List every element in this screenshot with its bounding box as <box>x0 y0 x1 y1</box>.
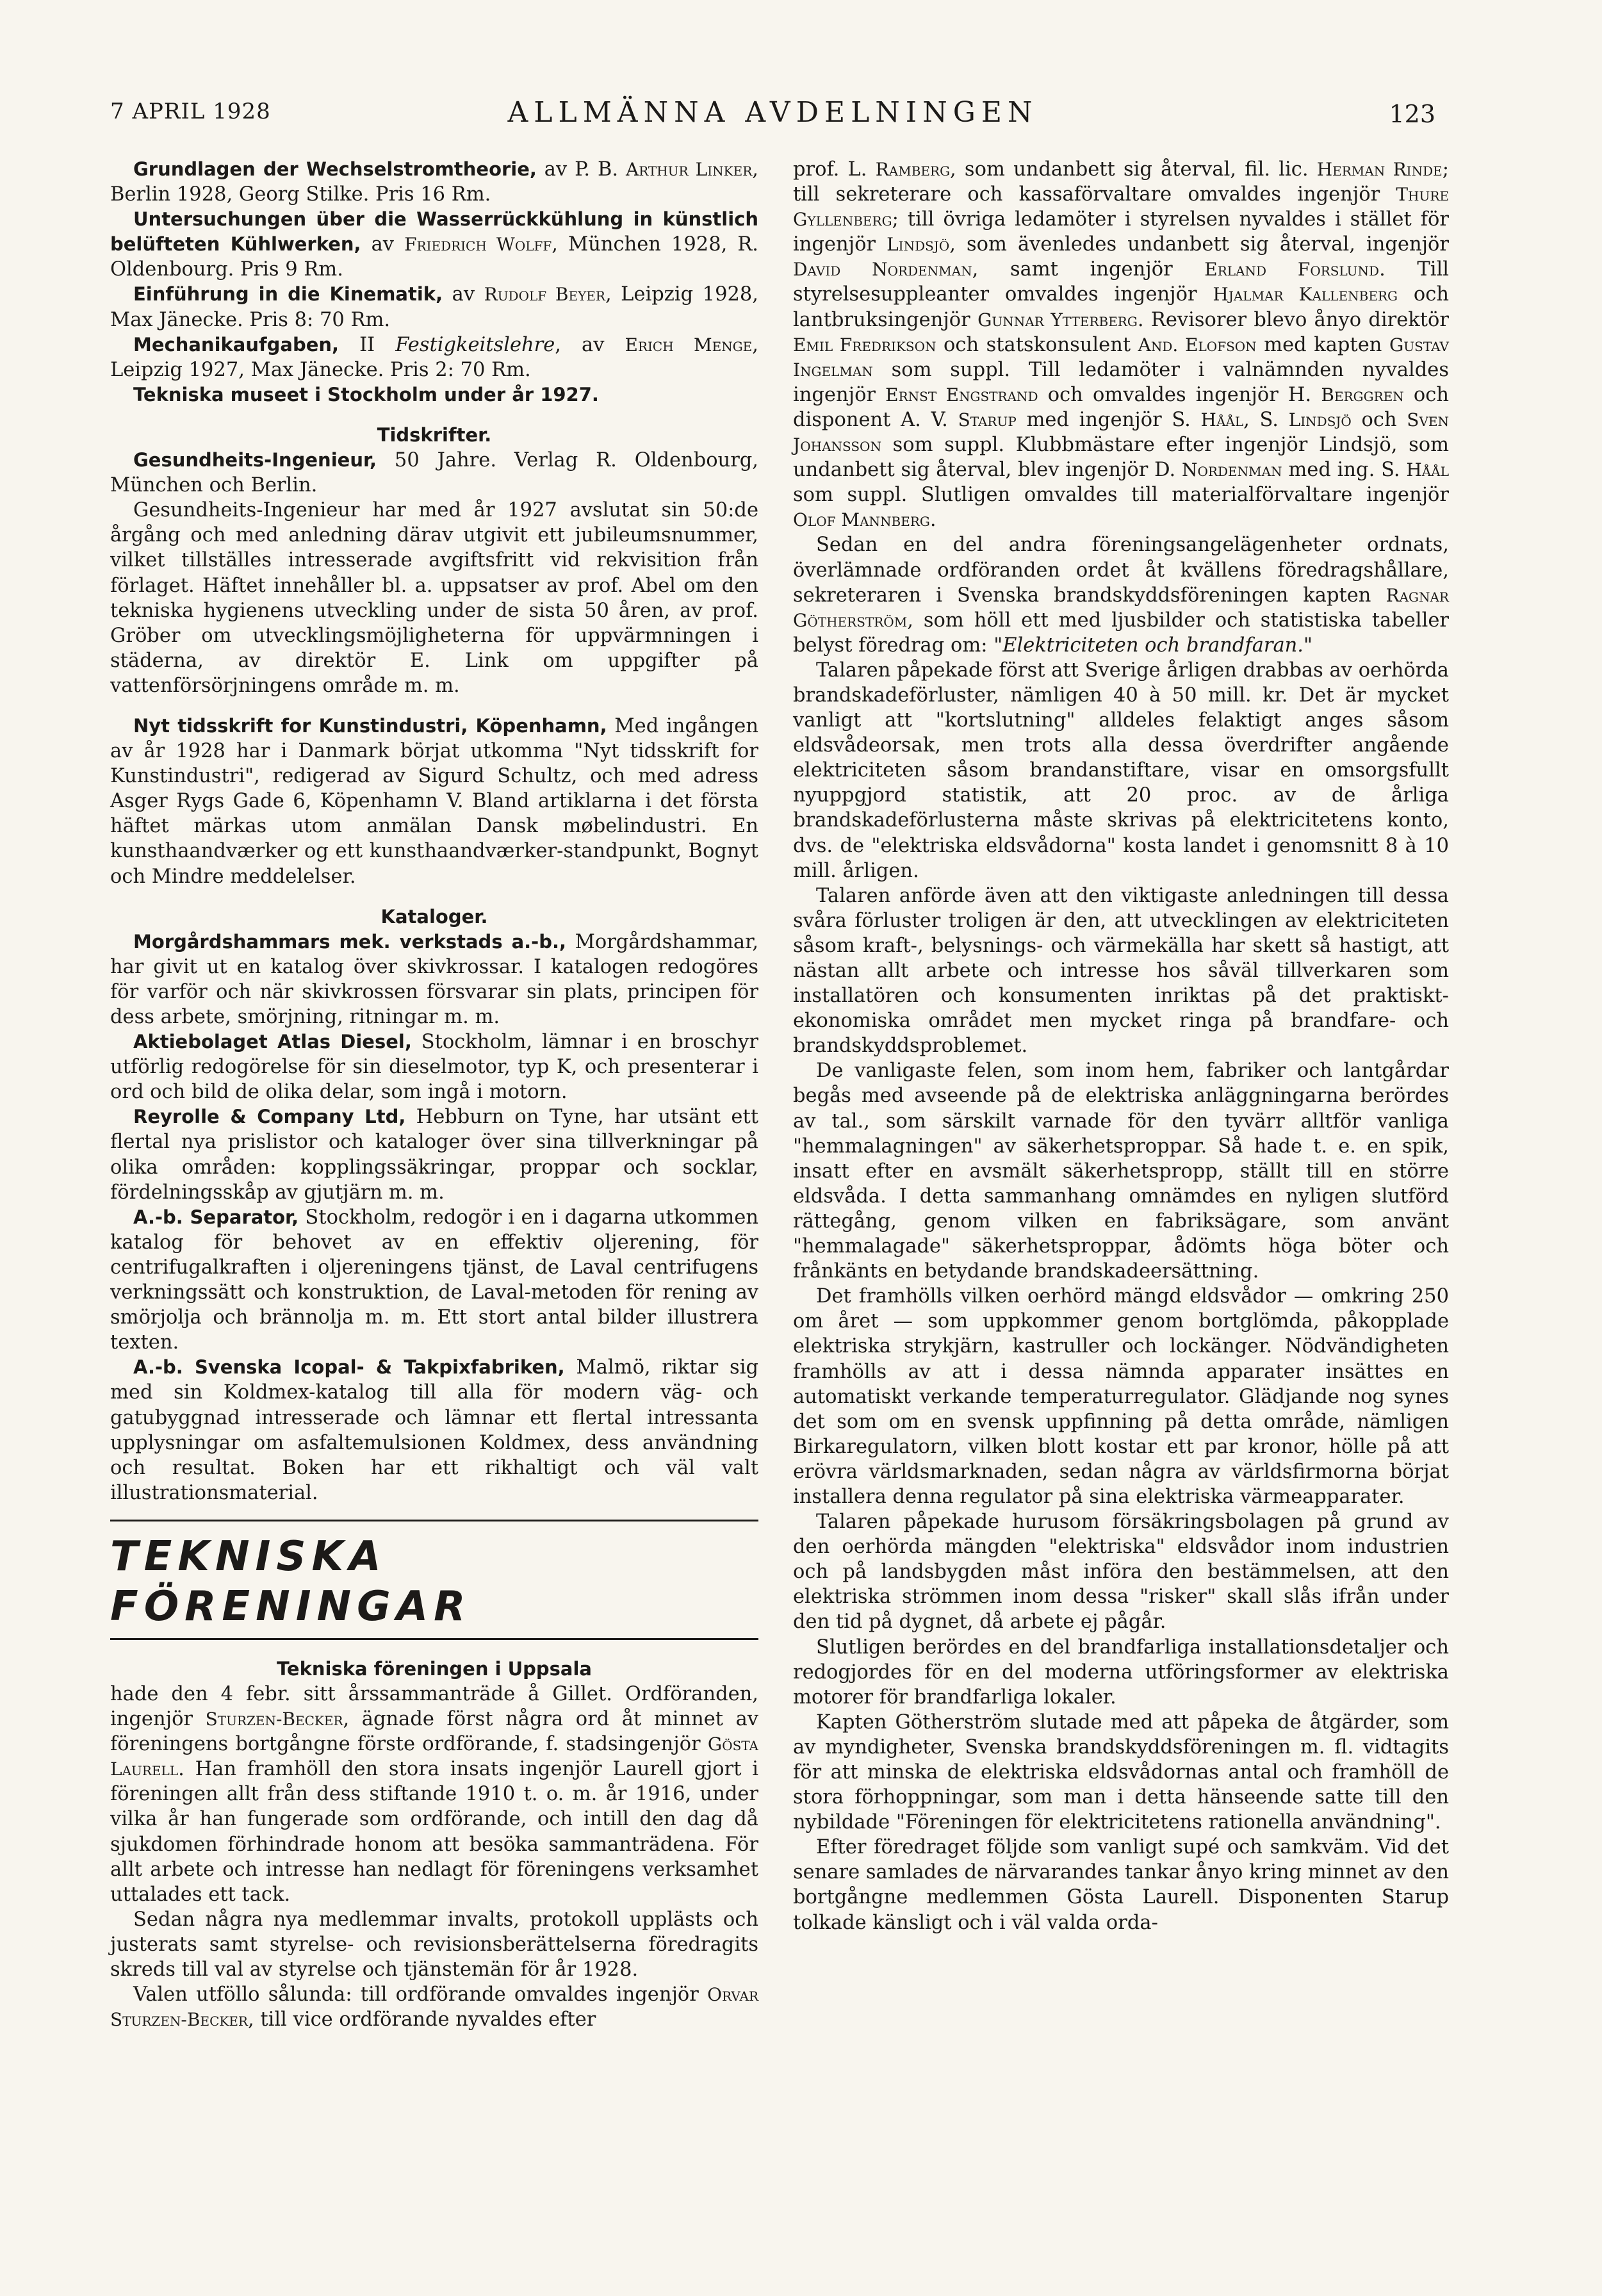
company-name: Aktiebolaget Atlas Diesel, <box>133 1031 412 1053</box>
company-name: A.-b. Separator, <box>133 1206 299 1228</box>
report-text: . Han framhöll den stora insats ingenjör Laurell gjort i föreningen allt från dess stiftande 1910 t. o. m. år 1916, under vilka år han fungerade som ordförande, och intill den dag då sjukdomen förhindrade honom att besöka sammanträdena. För allt arbete och intresse han nedlagt för föreningens verksamhet uttalades ett tack. <box>110 1758 758 1906</box>
journal-text: Med ingången av år 1928 har i Danmark börjat utkomma "Nyt tidsskrift for Kunstindustri", redigerad av Sigurd Schultz, och med adress Asger Rygs Gade 6, Köpenhamn V. Bland artiklarna i det första häftet märkas utom anmälan Dansk møbelindustri. En kunsthaandværker og ett kunsthaandværker-standpunkt, Bognyt och Mindre meddelelser. <box>110 714 758 888</box>
report-paragraph <box>793 532 1449 657</box>
author-name: Friedrich Wolff <box>404 234 552 256</box>
person-name: Gustav Ingelman <box>793 334 1449 381</box>
report-text: Valen utföllo sålunda: till ordförande omvaldes ingenjör <box>133 1983 708 2006</box>
report-paragraph <box>110 1982 758 2032</box>
company-name: A.-b. Svenska Icopal- & Takpixfabriken, <box>133 1356 565 1379</box>
right-column <box>793 157 1449 1935</box>
catalog-text: Stockholm, redogör i en i dagarna utkommen katalog för behovet av en effektiv oljerening, för centrifugalkraften i oljereningens tjänst, de Laval centrifugens verkningssätt och konstruktion, de Laval-metoden för rening av smörjolja och brännolja m. m. Ett stort antal bilder illustrera texten. <box>110 1206 758 1354</box>
person-name: Orvar Sturzen-Becker <box>110 1984 758 2031</box>
journal-text: 50 Jahre. Verlag R. Oldenbourg, München och Berlin. <box>110 449 758 497</box>
catalog-entry <box>110 1029 758 1104</box>
person-name: Herman Rinde <box>1316 159 1443 180</box>
catalog-text: Malmö, riktar sig med sin Koldmex-katalog till alla för modern väg- och gatubyggnad intresserade och lämnar ett flertal intressanta upplysningar om asfaltemulsionen Koldmex, dess användning och resultat. Boken har ett rikhaltigt och väl valt illustrationsmaterial. <box>110 1356 758 1504</box>
book-text: , Leipzig 1928, Max Jänecke. Pris 8: 70 Rm. <box>110 283 758 331</box>
heading-kataloger: Kataloger. <box>380 905 488 928</box>
journal-title: Nyt tidsskrift for Kunstindustri, Köpenhamn, <box>133 714 607 737</box>
report-text: med ingenjör S. <box>1016 408 1201 431</box>
author-name: Erich Menge <box>625 334 753 356</box>
lecture-title: "Elektriciteten och brandfaran." <box>993 634 1313 657</box>
report-text: som suppl. Till ledamöter i valnämnden nyvaldes ingenjör <box>793 358 1449 406</box>
report-text: , S. <box>1243 408 1289 431</box>
person-name: Berggren <box>1321 384 1404 406</box>
journal-body: Gesundheits-Ingenieur har med år 1927 avslutat sin 50:de årgång och med anledning därav utgivit ett jubileumsnummer, vilket tillställes intresserade avgiftsfritt vid rekvisition från förlaget. Häftet innehåller bl. a. uppsatser av prof. Abel om den tekniska hygienens utveckling under de sista 50 åren, av prof. Gröber om utvecklingsmöjligheterna för uppvärmningen i städerna, av direktör E. Link om uppgifter på vattenförsörjningens område m. m. <box>110 499 758 697</box>
report-text: , till vice ordförande nyvaldes efter <box>247 2008 596 2031</box>
person-name: Ernst Engstrand <box>885 384 1038 406</box>
report-text: med kapten <box>1256 333 1389 356</box>
report-text: . Revisorer blevo ånyo direktör <box>1137 308 1449 331</box>
person-name: Håål <box>1406 459 1449 481</box>
book-title: Mechanikaufgaben, <box>133 333 339 356</box>
report-paragraph: Talaren anförde även att den viktigaste anledningen till dessa svåra förluster troligen är den, att utvecklingen av elektriciteten såsom kraft-, belysnings- och värmekälla har skett så hastigt, att nästan allt arbete och intresse hos såväl tillverkaren som installatören och konsumenten inriktas på det praktiskt-ekonomiska området men mycket ringa på brandfare- och brandskyddsproblemet. <box>793 884 1449 1058</box>
book-text: , Leipzig 1927, Max Jänecke. Pris 2: 70 Rm. <box>110 333 758 381</box>
book-entry <box>110 207 758 282</box>
person-name: Emil Fredrikson <box>793 334 936 356</box>
report-text: med ing. S. <box>1282 459 1407 482</box>
book-text: , Berlin 1928, Georg Stilke. Pris 16 Rm. <box>110 158 758 206</box>
journal-entry <box>110 448 758 498</box>
person-name: Sturzen-Becker <box>205 1709 343 1730</box>
book-title: Grundlagen der Wechselstromtheorie, <box>133 158 537 180</box>
header-date: 7 APRIL 1928 <box>110 99 271 124</box>
catalog-text: Stockholm, lämnar i en broschyr utförlig redogörelse för sin dieselmotor, typ K, och presenterar i ord och bild de olika delar, som ingå i motorn. <box>110 1031 758 1104</box>
report-text: , som höll ett med ljusbilder och statistiska tabeller belyst föredrag om: <box>793 609 1449 657</box>
report-paragraph: Talaren påpekade hurusom försäkringsbolagen på grund av den oerhörda mängden "elektriska" eldsvådor inom industrien och på landsbygden måst införa den bestämmelsen, att den elektriska strömmen inom dessa "risker" skall slås ifrån under den tid på dygnet, då arbete ej pågår. <box>793 1511 1449 1634</box>
report-text: som suppl. Klubbmästare efter ingenjör Lindsjö, som undanbett sig återval, blev ingenjör D. <box>793 434 1449 482</box>
report-text: , samt ingenjör <box>972 258 1205 281</box>
book-subtitle: Festigkeitslehre <box>395 333 555 356</box>
book-title: Untersuchungen über die Wasserrückkühlung in künstlich belüfteten Kühlwerken, <box>110 208 758 256</box>
catalog-text: Morgårdshammar, har givit ut en katalog över skivkrossar. I katalogen redogöres för varför och när skivkrossen försvarar sin plats, principen för dess arbete, smörjning, ritningar m. m. <box>110 930 759 1028</box>
book-text: av <box>361 233 405 256</box>
report-text: prof. L. <box>793 158 876 181</box>
journal-title: Gesundheits-Ingenieur, <box>133 449 377 472</box>
person-name: Ragnar Götherström <box>793 584 1449 631</box>
book-title: Tekniska museet i Stockholm under år 1927. <box>133 383 599 406</box>
report-text: . <box>929 509 936 532</box>
person-name: Olof Mannberg <box>793 509 930 531</box>
report-paragraph: Kapten Götherström slutade med att påpeka de åtgärder, som av myndigheter, Svenska brandskyddsföreningen m. fl. vidtagits för att minska de elektriska eldsvådornas antal och framhöll de stora förhoppningar, som man i detta hänseende satte till den nybildade "Föreningen för elektricitetens rationella användning". <box>793 1710 1449 1834</box>
journal-entry <box>110 714 758 889</box>
report-paragraph: Det framhölls vilken oerhörd mängd eldsvådor — omkring 250 om året — som uppkommer genom bortglömda, påkopplade elektriska strykjärn, kastruller och lockänger. Nödvändigheten framhölls av att i dessa nämnda apparater insättes en automatiskt verkande temperaturregulator. Glädjande nog synes det som om en svensk uppfinning på detta område, nämligen Birkaregulatorn, vilken blott kostar ett par kronor, hölle på att erövra världsmarknaden, sedan några av världsfirmorna börjat installera denna regulator på sina elektriska värmeapparater. <box>793 1285 1449 1508</box>
book-text: av P. B. <box>536 158 626 181</box>
report-text: och <box>1351 408 1407 431</box>
report-text: . Till styrelsesuppleanter omvaldes ingenjör <box>793 258 1450 306</box>
report-text: ; till övriga ledamöter i styrelsen nyvaldes i stället för ingenjör <box>793 208 1449 256</box>
company-name: Morgårdshammars mek. verkstads a.-b., <box>133 930 566 953</box>
report-text: ; till sekreterare och kassaförvaltare omvaldes ingenjör <box>793 158 1449 206</box>
catalog-entry <box>110 930 758 1029</box>
book-entry <box>110 157 758 207</box>
catalog-entry <box>110 1355 758 1505</box>
report-text: och omvaldes ingenjör H. <box>1038 383 1321 406</box>
report-paragraph: Slutligen berördes en del brandfarliga installationsdetaljer och redogjordes för en del moderna utföringsformer av elektriska motorer för brandfarliga lokaler. <box>793 1636 1449 1709</box>
report-paragraph <box>793 157 1449 532</box>
running-header <box>110 96 1435 141</box>
book-text: av <box>443 283 484 306</box>
person-name: Lindsjö <box>887 234 950 256</box>
left-column <box>110 157 758 2032</box>
person-name: Lindsjö <box>1288 409 1352 430</box>
person-name: Gunnar Ytterberg <box>977 309 1138 331</box>
section-rule-bottom <box>110 1638 758 1640</box>
report-text: , som undanbett sig återval, fil. lic. <box>950 158 1317 181</box>
book-entry <box>110 382 758 407</box>
report-paragraph: Efter föredraget följde som vanligt supé och samkväm. Vid det senare samlades de närvarandes tankar ånyo kring minnet av den bortgångne medlemmen Gösta Laurell. Disponenten Starup tolkade känsligt och i väl valda orda- <box>793 1836 1449 1934</box>
book-text: , München 1928, R. Oldenbourg. Pris 9 Rm. <box>110 233 758 281</box>
report-text: , som ävenledes undanbett sig återval, ingenjör <box>949 233 1449 256</box>
report-text: och disponent A. V. <box>793 383 1449 431</box>
person-name: Thure Gyllenberg <box>793 184 1449 231</box>
person-name: Sven Johansson <box>793 409 1450 456</box>
person-name: Ramberg <box>875 159 951 180</box>
report-text: som suppl. Slutligen omvaldes till materialförvaltare ingenjör <box>793 484 1449 507</box>
report-text: hade den 4 febr. sitt årssammanträde å Gillet. Ordföranden, ingenjör <box>110 1682 758 1731</box>
section-rule-top <box>110 1520 758 1521</box>
catalog-text: Hebburn on Tyne, har utsänt ett flertal nya prislistor och kataloger över sina tillverkningar på olika områden: kopplingssäkringar, proppar och socklar, fördelningsskåp av gjutjärn m. m. <box>110 1106 758 1204</box>
report-paragraph <box>110 1682 758 1907</box>
catalog-entry <box>110 1205 758 1356</box>
report-paragraph: Sedan några nya medlemmar invalts, protokoll upplästs och justerats samt styrelse- och revisionsberättelserna föredragits skreds till val av styrelse och tjänstemän för år 1928. <box>110 1908 758 1981</box>
person-name: Starup <box>958 409 1017 430</box>
person-name: Erland Forslund <box>1204 259 1380 281</box>
report-text: Sedan en del andra föreningsangelägenheter ordnats, överlämnade ordföranden ordet åt kvällens föredragshållare, sekreteraren i Svenska brandskyddsföreningen kapten <box>793 534 1449 607</box>
book-text: II <box>339 333 396 356</box>
company-name: Reyrolle & Company Ltd, <box>133 1106 406 1128</box>
society-heading: Tekniska föreningen i Uppsala <box>276 1657 593 1680</box>
author-name: Rudolf Beyer <box>484 284 605 306</box>
report-text: , ägnade först några ord åt minnet av föreningens bortgångne förste ordförande, f. stadsingenjör <box>110 1708 758 1756</box>
report-text: och lantbruksingenjör <box>793 283 1449 331</box>
book-text: , av <box>555 333 625 356</box>
person-name: Nordenman <box>1182 459 1282 481</box>
person-name: Gösta Laurell <box>110 1734 758 1780</box>
heading-tidskrifter: Tidskrifter. <box>377 423 492 446</box>
book-title: Einführung in die Kinematik, <box>133 283 443 306</box>
book-entry <box>110 282 758 332</box>
report-paragraph: Talaren påpekade först att Sverige årligen drabbas av oerhörda brandskadeförluster, nämligen 40 à 50 mill. kr. Det är mycket vanligt att "kortslutning" alldeles felaktigt anges såsom eldsvådeorsak, men trots alla dessa överdrifter angående elektriciteten såsom brandanstiftare, visar en omsorgsfullt nyuppgjord statistik, att 20 proc. av de årliga brandskadeförlusterna måste skrivas på elektricitetens konto, dvs. de "elektriska eldsvådorna" kosta landet i genomsnitt 8 à 10 mill. årligen. <box>793 659 1449 882</box>
page-number: 123 <box>1389 100 1435 128</box>
person-name: And. Elofson <box>1138 334 1257 356</box>
person-name: Håål <box>1200 409 1244 430</box>
book-entry <box>110 332 758 382</box>
person-name: Hjalmar Kallenberg <box>1213 284 1398 306</box>
author-name: Arthur Linker <box>625 159 753 180</box>
person-name: David Nordenman <box>793 259 972 281</box>
report-text: och statskonsulent <box>936 333 1138 356</box>
header-section-title: ALLMÄNNA AVDELNINGEN <box>507 96 1038 129</box>
report-paragraph: De vanligaste felen, som inom hem, fabriker och lantgårdar begås med avseende på de elektriska anläggningarna berördes av tal., som särskilt varnade för den tyvärr alltför vanliga "hemmalagningen" av säkerhetsproppar. Så hade t. e. en spik, insatt efter en avsmält säkerhetspropp, ställt till en större eldsvåda. I detta sammanhang omnämdes en nyligen slutförd rättegång, genom vilken en fabriksägare, som använt "hemmalagade" säkerhetsproppar, ådömts höga böter och frånkänts en betydande brandskadeersättning. <box>793 1060 1449 1283</box>
catalog-entry <box>110 1104 758 1204</box>
section-title: TEKNISKA FÖRENINGAR <box>110 1532 471 1630</box>
